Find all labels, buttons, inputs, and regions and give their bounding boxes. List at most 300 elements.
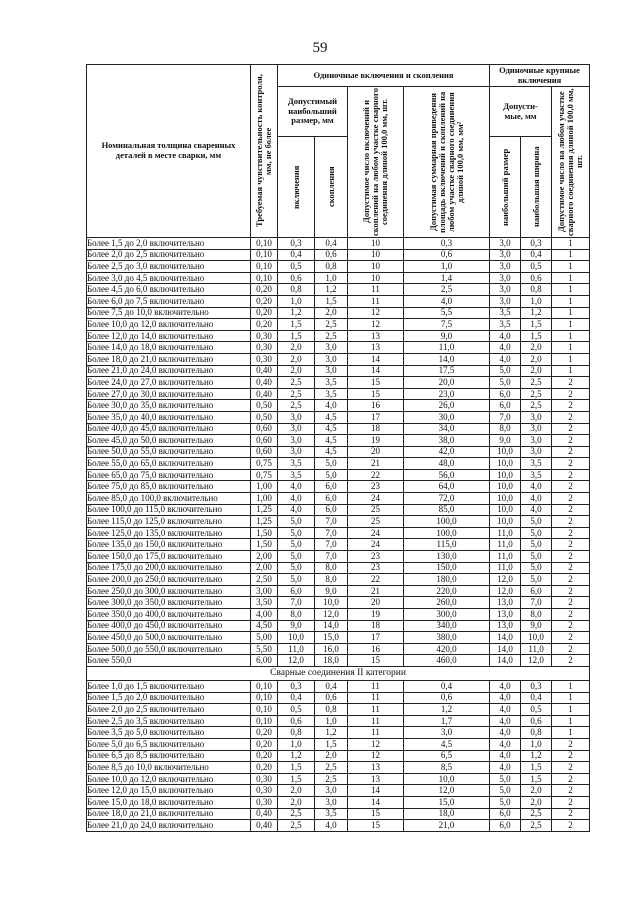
value-cell: 1 (552, 727, 590, 739)
value-cell: 15 (348, 808, 404, 820)
table-row (87, 353, 590, 365)
value-cell: 6,5 (404, 750, 490, 762)
header-sensitivity: Требуемая чувствительность контроля, мм, не более (251, 65, 278, 238)
value-cell: 2 (552, 388, 590, 400)
value-cell: 3,5 (521, 458, 552, 470)
thickness-cell: Более 2,0 до 2,5 включительно (87, 249, 251, 261)
value-cell: 6,00 (251, 655, 278, 667)
value-cell: 13,0 (490, 620, 521, 632)
table-row (87, 808, 590, 820)
value-cell: 6,0 (490, 400, 521, 412)
thickness-cell: Более 300,0 до 350,0 включительно (87, 597, 251, 609)
value-cell: 180,0 (404, 574, 490, 586)
value-cell: 1 (552, 330, 590, 342)
value-cell: 5,0 (315, 458, 348, 470)
value-cell: 2,5 (521, 808, 552, 820)
value-cell: 3,0 (490, 261, 521, 273)
table-row (87, 307, 590, 319)
value-cell: 0,6 (315, 249, 348, 261)
table-row (87, 539, 590, 551)
value-cell: 12,0 (278, 655, 315, 667)
value-cell: 0,20 (251, 307, 278, 319)
value-cell: 3,0 (521, 423, 552, 435)
table-row (87, 597, 590, 609)
value-cell: 5,0 (490, 377, 521, 389)
table-row (87, 238, 590, 250)
value-cell: 12 (348, 307, 404, 319)
value-cell: 0,6 (315, 692, 348, 704)
value-cell: 16 (348, 400, 404, 412)
table-row (87, 738, 590, 750)
value-cell: 0,30 (251, 330, 278, 342)
value-cell: 460,0 (404, 655, 490, 667)
value-cell: 4,0 (278, 504, 315, 516)
value-cell: 10 (348, 238, 404, 250)
value-cell: 2,0 (315, 307, 348, 319)
value-cell: 4,0 (490, 353, 521, 365)
value-cell: 0,8 (521, 727, 552, 739)
value-cell: 10,0 (315, 597, 348, 609)
value-cell: 0,8 (521, 284, 552, 296)
value-cell: 3,0 (315, 365, 348, 377)
value-cell: 0,20 (251, 319, 278, 331)
value-cell: 2,0 (278, 365, 315, 377)
value-cell: 4,0 (490, 692, 521, 704)
value-cell: 0,8 (315, 261, 348, 273)
value-cell: 5,0 (490, 773, 521, 785)
thickness-cell: Более 125,0 до 135,0 включительно (87, 527, 251, 539)
value-cell: 1 (552, 342, 590, 354)
value-cell: 24 (348, 527, 404, 539)
value-cell: 0,10 (251, 238, 278, 250)
value-cell: 3,00 (251, 585, 278, 597)
value-cell: 2 (552, 632, 590, 644)
table-row (87, 609, 590, 621)
value-cell: 5,50 (251, 643, 278, 655)
value-cell: 0,4 (278, 249, 315, 261)
value-cell: 1,25 (251, 516, 278, 528)
value-cell: 10 (348, 249, 404, 261)
value-cell: 10 (348, 261, 404, 273)
value-cell: 7,0 (315, 516, 348, 528)
value-cell: 12,0 (404, 785, 490, 797)
value-cell: 3,0 (521, 446, 552, 458)
value-cell: 2 (552, 574, 590, 586)
table-row (87, 493, 590, 505)
value-cell: 0,6 (521, 272, 552, 284)
table-row (87, 446, 590, 458)
value-cell: 2 (552, 738, 590, 750)
value-cell: 14 (348, 353, 404, 365)
thickness-cell: Более 18,0 до 21,0 включительно (87, 808, 251, 820)
value-cell: 4,5 (315, 411, 348, 423)
value-cell: 0,40 (251, 377, 278, 389)
value-cell: 3,5 (315, 388, 348, 400)
value-cell: 10,0 (490, 493, 521, 505)
value-cell: 30,0 (404, 411, 490, 423)
value-cell: 2,5 (315, 330, 348, 342)
value-cell: 1,5 (521, 762, 552, 774)
value-cell: 2 (552, 808, 590, 820)
value-cell: 0,60 (251, 435, 278, 447)
thickness-cell: Более 6,5 до 8,5 включительно (87, 750, 251, 762)
value-cell: 14 (348, 785, 404, 797)
value-cell: 2,5 (404, 284, 490, 296)
value-cell: 11,0 (490, 539, 521, 551)
value-cell: 0,10 (251, 249, 278, 261)
value-cell: 11 (348, 715, 404, 727)
thickness-cell: Более 7,5 до 10,0 включительно (87, 307, 251, 319)
thickness-cell: Более 2,5 до 3,5 включительно (87, 715, 251, 727)
thickness-cell: Более 250,0 до 300,0 включительно (87, 585, 251, 597)
value-cell: 12 (348, 319, 404, 331)
table-row (87, 469, 590, 481)
thickness-cell: Более 350,0 до 400,0 включительно (87, 609, 251, 621)
value-cell: 18 (348, 423, 404, 435)
table-row (87, 423, 590, 435)
value-cell: 2 (552, 377, 590, 389)
value-cell: 0,4 (278, 692, 315, 704)
value-cell: 2 (552, 423, 590, 435)
value-cell: 0,4 (315, 238, 348, 250)
value-cell: 3,0 (278, 411, 315, 423)
value-cell: 0,60 (251, 446, 278, 458)
value-cell: 0,30 (251, 785, 278, 797)
value-cell: 25 (348, 516, 404, 528)
value-cell: 3,0 (315, 796, 348, 808)
value-cell: 48,0 (404, 458, 490, 470)
value-cell: 3,0 (490, 272, 521, 284)
value-cell: 8,0 (278, 609, 315, 621)
value-cell: 11,0 (278, 643, 315, 655)
value-cell: 9,0 (521, 620, 552, 632)
value-cell: 8,5 (404, 762, 490, 774)
value-cell: 10,0 (490, 458, 521, 470)
value-cell: 220,0 (404, 585, 490, 597)
value-cell: 0,3 (278, 680, 315, 692)
thickness-cell: Более 30,0 до 35,0 включительно (87, 400, 251, 412)
value-cell: 5,0 (278, 527, 315, 539)
value-cell: 0,4 (404, 680, 490, 692)
value-cell: 15 (348, 388, 404, 400)
value-cell: 11 (348, 284, 404, 296)
value-cell: 0,6 (278, 715, 315, 727)
value-cell: 4,0 (278, 493, 315, 505)
value-cell: 16,0 (315, 643, 348, 655)
value-cell: 0,20 (251, 750, 278, 762)
value-cell: 15 (348, 820, 404, 832)
value-cell: 13,0 (490, 609, 521, 621)
thickness-cell: Более 35,0 до 40,0 включительно (87, 411, 251, 423)
value-cell: 4,5 (315, 435, 348, 447)
value-cell: 12,0 (521, 655, 552, 667)
value-cell: 4,5 (315, 423, 348, 435)
value-cell: 12,0 (315, 609, 348, 621)
value-cell: 8,0 (490, 423, 521, 435)
value-cell: 9,0 (490, 435, 521, 447)
value-cell: 5,0 (521, 574, 552, 586)
value-cell: 18 (348, 620, 404, 632)
table-row (87, 377, 590, 389)
value-cell: 100,0 (404, 527, 490, 539)
thickness-cell: Более 8,5 до 10,0 включительно (87, 762, 251, 774)
value-cell: 5,5 (404, 307, 490, 319)
value-cell: 1,00 (251, 481, 278, 493)
thickness-cell: Более 500,0 до 550,0 включительно (87, 643, 251, 655)
value-cell: 26,0 (404, 400, 490, 412)
value-cell: 85,0 (404, 504, 490, 516)
value-cell: 6,0 (315, 504, 348, 516)
value-cell: 5,0 (521, 539, 552, 551)
value-cell: 4,0 (278, 481, 315, 493)
value-cell: 0,10 (251, 272, 278, 284)
value-cell: 0,4 (521, 692, 552, 704)
value-cell: 4,0 (404, 295, 490, 307)
value-cell: 5,0 (521, 551, 552, 563)
value-cell: 17 (348, 411, 404, 423)
value-cell: 21 (348, 585, 404, 597)
value-cell: 2 (552, 762, 590, 774)
value-cell: 1 (552, 238, 590, 250)
value-cell: 3,0 (278, 435, 315, 447)
table-row (87, 773, 590, 785)
value-cell: 7,0 (315, 539, 348, 551)
thickness-cell: Более 115,0 до 125,0 включительно (87, 516, 251, 528)
value-cell: 2,5 (521, 820, 552, 832)
value-cell: 1 (552, 249, 590, 261)
value-cell: 4,5 (315, 446, 348, 458)
value-cell: 1 (552, 284, 590, 296)
table-row (87, 319, 590, 331)
thickness-cell: Более 3,0 до 4,5 включительно (87, 272, 251, 284)
value-cell: 0,30 (251, 353, 278, 365)
value-cell: 2 (552, 481, 590, 493)
value-cell: 13 (348, 342, 404, 354)
value-cell: 2 (552, 620, 590, 632)
thickness-cell: Более 21,0 до 24,0 включительно (87, 365, 251, 377)
value-cell: 2 (552, 435, 590, 447)
value-cell: 11,0 (521, 643, 552, 655)
value-cell: 2,0 (521, 342, 552, 354)
value-cell: 6,0 (490, 808, 521, 820)
value-cell: 11,0 (404, 342, 490, 354)
thickness-cell: Более 14,0 до 18,0 включительно (87, 342, 251, 354)
value-cell: 1,5 (278, 319, 315, 331)
value-cell: 2 (552, 446, 590, 458)
value-cell: 1,5 (521, 773, 552, 785)
value-cell: 1,00 (251, 493, 278, 505)
table-row (87, 585, 590, 597)
value-cell: 3,0 (490, 238, 521, 250)
value-cell: 5,0 (521, 516, 552, 528)
value-cell: 2 (552, 539, 590, 551)
value-cell: 0,50 (251, 411, 278, 423)
value-cell: 14,0 (490, 632, 521, 644)
value-cell: 0,75 (251, 469, 278, 481)
table-row (87, 704, 590, 716)
value-cell: 2 (552, 411, 590, 423)
thickness-cell: Более 12,0 до 15,0 включительно (87, 785, 251, 797)
value-cell: 3,0 (490, 284, 521, 296)
value-cell: 3,0 (490, 295, 521, 307)
value-cell: 23 (348, 551, 404, 563)
value-cell: 4,0 (490, 715, 521, 727)
value-cell: 10 (348, 272, 404, 284)
value-cell: 1,25 (251, 504, 278, 516)
header-single-inclusions: Одиночные включения и скопления (278, 65, 490, 87)
value-cell: 2 (552, 655, 590, 667)
value-cell: 0,3 (521, 680, 552, 692)
thickness-cell: Более 1,5 до 2,0 включительно (87, 238, 251, 250)
table-row (87, 680, 590, 692)
table-row (87, 655, 590, 667)
value-cell: 11 (348, 692, 404, 704)
value-cell: 3,0 (521, 411, 552, 423)
value-cell: 12 (348, 750, 404, 762)
header-allowed-mm: Допусти-мые, мм (490, 87, 552, 137)
value-cell: 2,50 (251, 574, 278, 586)
value-cell: 0,6 (404, 692, 490, 704)
value-cell: 1,2 (315, 727, 348, 739)
weld-defect-table (86, 64, 590, 832)
table-row (87, 527, 590, 539)
value-cell: 1,0 (404, 261, 490, 273)
table-row (87, 249, 590, 261)
value-cell: 16 (348, 643, 404, 655)
value-cell: 6,0 (315, 481, 348, 493)
value-cell: 2 (552, 585, 590, 597)
value-cell: 11,0 (490, 551, 521, 563)
value-cell: 15 (348, 655, 404, 667)
table-row (87, 330, 590, 342)
value-cell: 19 (348, 435, 404, 447)
thickness-cell: Более 5,0 до 6,5 включительно (87, 738, 251, 750)
value-cell: 4,0 (521, 481, 552, 493)
value-cell: 5,0 (521, 527, 552, 539)
value-cell: 7,0 (278, 597, 315, 609)
value-cell: 1,2 (278, 750, 315, 762)
value-cell: 19 (348, 609, 404, 621)
value-cell: 4,0 (490, 750, 521, 762)
value-cell: 5,00 (251, 632, 278, 644)
value-cell: 3,5 (521, 469, 552, 481)
thickness-cell: Более 3,5 до 5,0 включительно (87, 727, 251, 739)
value-cell: 1,5 (278, 330, 315, 342)
value-cell: 2,5 (278, 808, 315, 820)
value-cell: 38,0 (404, 435, 490, 447)
value-cell: 18,0 (404, 808, 490, 820)
value-cell: 6,0 (278, 585, 315, 597)
value-cell: 2 (552, 643, 590, 655)
thickness-cell: Более 6,0 до 7,5 включительно (87, 295, 251, 307)
value-cell: 42,0 (404, 446, 490, 458)
value-cell: 0,8 (278, 284, 315, 296)
value-cell: 3,0 (278, 423, 315, 435)
thickness-cell: Более 24,0 до 27,0 включительно (87, 377, 251, 389)
value-cell: 2 (552, 796, 590, 808)
value-cell: 150,0 (404, 562, 490, 574)
value-cell: 9,0 (404, 330, 490, 342)
table-row (87, 365, 590, 377)
value-cell: 1,5 (278, 773, 315, 785)
value-cell: 22 (348, 574, 404, 586)
value-cell: 4,0 (490, 727, 521, 739)
value-cell: 1,0 (521, 295, 552, 307)
table-row (87, 643, 590, 655)
value-cell: 56,0 (404, 469, 490, 481)
value-cell: 3,5 (490, 307, 521, 319)
header-clusters: скопления (315, 137, 348, 238)
value-cell: 22 (348, 469, 404, 481)
value-cell: 21,0 (404, 820, 490, 832)
value-cell: 2,0 (278, 796, 315, 808)
value-cell: 4,0 (490, 330, 521, 342)
value-cell: 5,0 (278, 516, 315, 528)
value-cell: 1,0 (278, 738, 315, 750)
value-cell: 10,0 (490, 516, 521, 528)
value-cell: 3,0 (278, 446, 315, 458)
value-cell: 0,10 (251, 261, 278, 273)
value-cell: 11,0 (490, 527, 521, 539)
value-cell: 5,0 (278, 574, 315, 586)
value-cell: 0,30 (251, 796, 278, 808)
value-cell: 10,0 (490, 504, 521, 516)
value-cell: 5,0 (315, 469, 348, 481)
value-cell: 2,0 (278, 785, 315, 797)
value-cell: 6,0 (315, 493, 348, 505)
thickness-cell: Более 27,0 до 30,0 включительно (87, 388, 251, 400)
table-row (87, 562, 590, 574)
value-cell: 2,5 (315, 319, 348, 331)
value-cell: 7,5 (404, 319, 490, 331)
value-cell: 2,5 (521, 400, 552, 412)
value-cell: 1,2 (521, 307, 552, 319)
table-row (87, 632, 590, 644)
thickness-cell: Более 1,5 до 2,0 включительно (87, 692, 251, 704)
value-cell: 2,5 (315, 773, 348, 785)
value-cell: 1,5 (315, 738, 348, 750)
value-cell: 2,00 (251, 562, 278, 574)
value-cell: 2 (552, 400, 590, 412)
value-cell: 1 (552, 704, 590, 716)
value-cell: 1 (552, 680, 590, 692)
value-cell: 0,4 (521, 249, 552, 261)
value-cell: 0,30 (251, 342, 278, 354)
value-cell: 24 (348, 493, 404, 505)
table-header (87, 65, 590, 238)
value-cell: 0,50 (251, 400, 278, 412)
value-cell: 2,5 (278, 400, 315, 412)
thickness-cell: Более 2,5 до 3,0 включительно (87, 261, 251, 273)
value-cell: 0,20 (251, 284, 278, 296)
value-cell: 2,5 (278, 388, 315, 400)
value-cell: 100,0 (404, 516, 490, 528)
table-row (87, 400, 590, 412)
value-cell: 7,0 (490, 411, 521, 423)
value-cell: 0,10 (251, 680, 278, 692)
value-cell: 1,2 (278, 307, 315, 319)
value-cell: 115,0 (404, 539, 490, 551)
value-cell: 9,0 (315, 585, 348, 597)
value-cell: 0,5 (521, 704, 552, 716)
table-row (87, 388, 590, 400)
value-cell: 1,5 (521, 330, 552, 342)
thickness-cell: Более 135,0 до 150,0 включительно (87, 539, 251, 551)
value-cell: 15,0 (404, 796, 490, 808)
value-cell: 11 (348, 680, 404, 692)
table-row (87, 785, 590, 797)
table-row (87, 762, 590, 774)
